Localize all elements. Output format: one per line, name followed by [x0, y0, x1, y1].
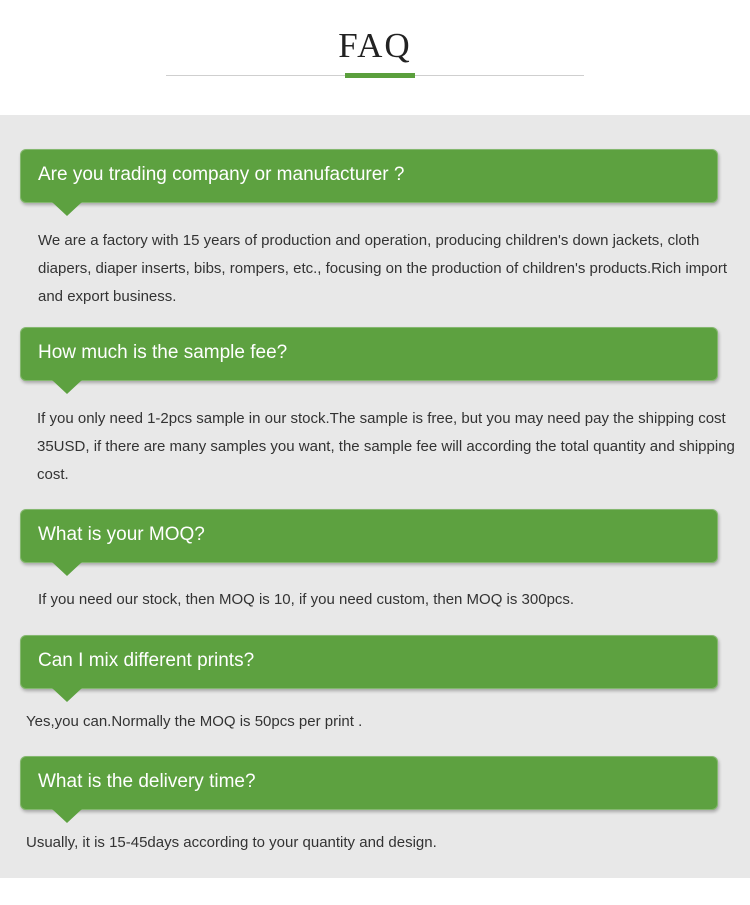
faq-question-3: What is your MOQ?: [20, 509, 718, 563]
faq-answer-1: We are a factory with 15 years of production and operation, producing children's down jackets, cloth diapers, diaper inserts, bibs, rompers, etc., focusing on the production of children's products.Rich import and export business.: [38, 232, 728, 305]
faq-answer-3: If you need our stock, then MOQ is 10, if you need custom, then MOQ is 300pcs.: [38, 591, 575, 608]
title-accent-bar: [345, 73, 415, 78]
faq-question-2: How much is the sample fee?: [20, 327, 718, 381]
page-title: FAQ: [338, 26, 412, 65]
faq-question-4: Can I mix different prints?: [20, 635, 718, 689]
faq-answer-4: Yes,you can.Normally the MOQ is 50pcs per print .: [26, 713, 363, 730]
faq-header: [0, 0, 750, 115]
faq-question-5: What is the delivery time?: [20, 756, 718, 810]
faq-answer-5: Usually, it is 15-45days according to your quantity and design.: [26, 834, 437, 851]
faq-question-1: Are you trading company or manufacturer ?: [20, 149, 718, 203]
faq-answer-2: If you only need 1-2pcs sample in our stock.The sample is free, but you may need pay the shipping cost 35USD, if there are many samples you want, the sample fee will according the total quantity and shipping cost.: [37, 410, 735, 483]
